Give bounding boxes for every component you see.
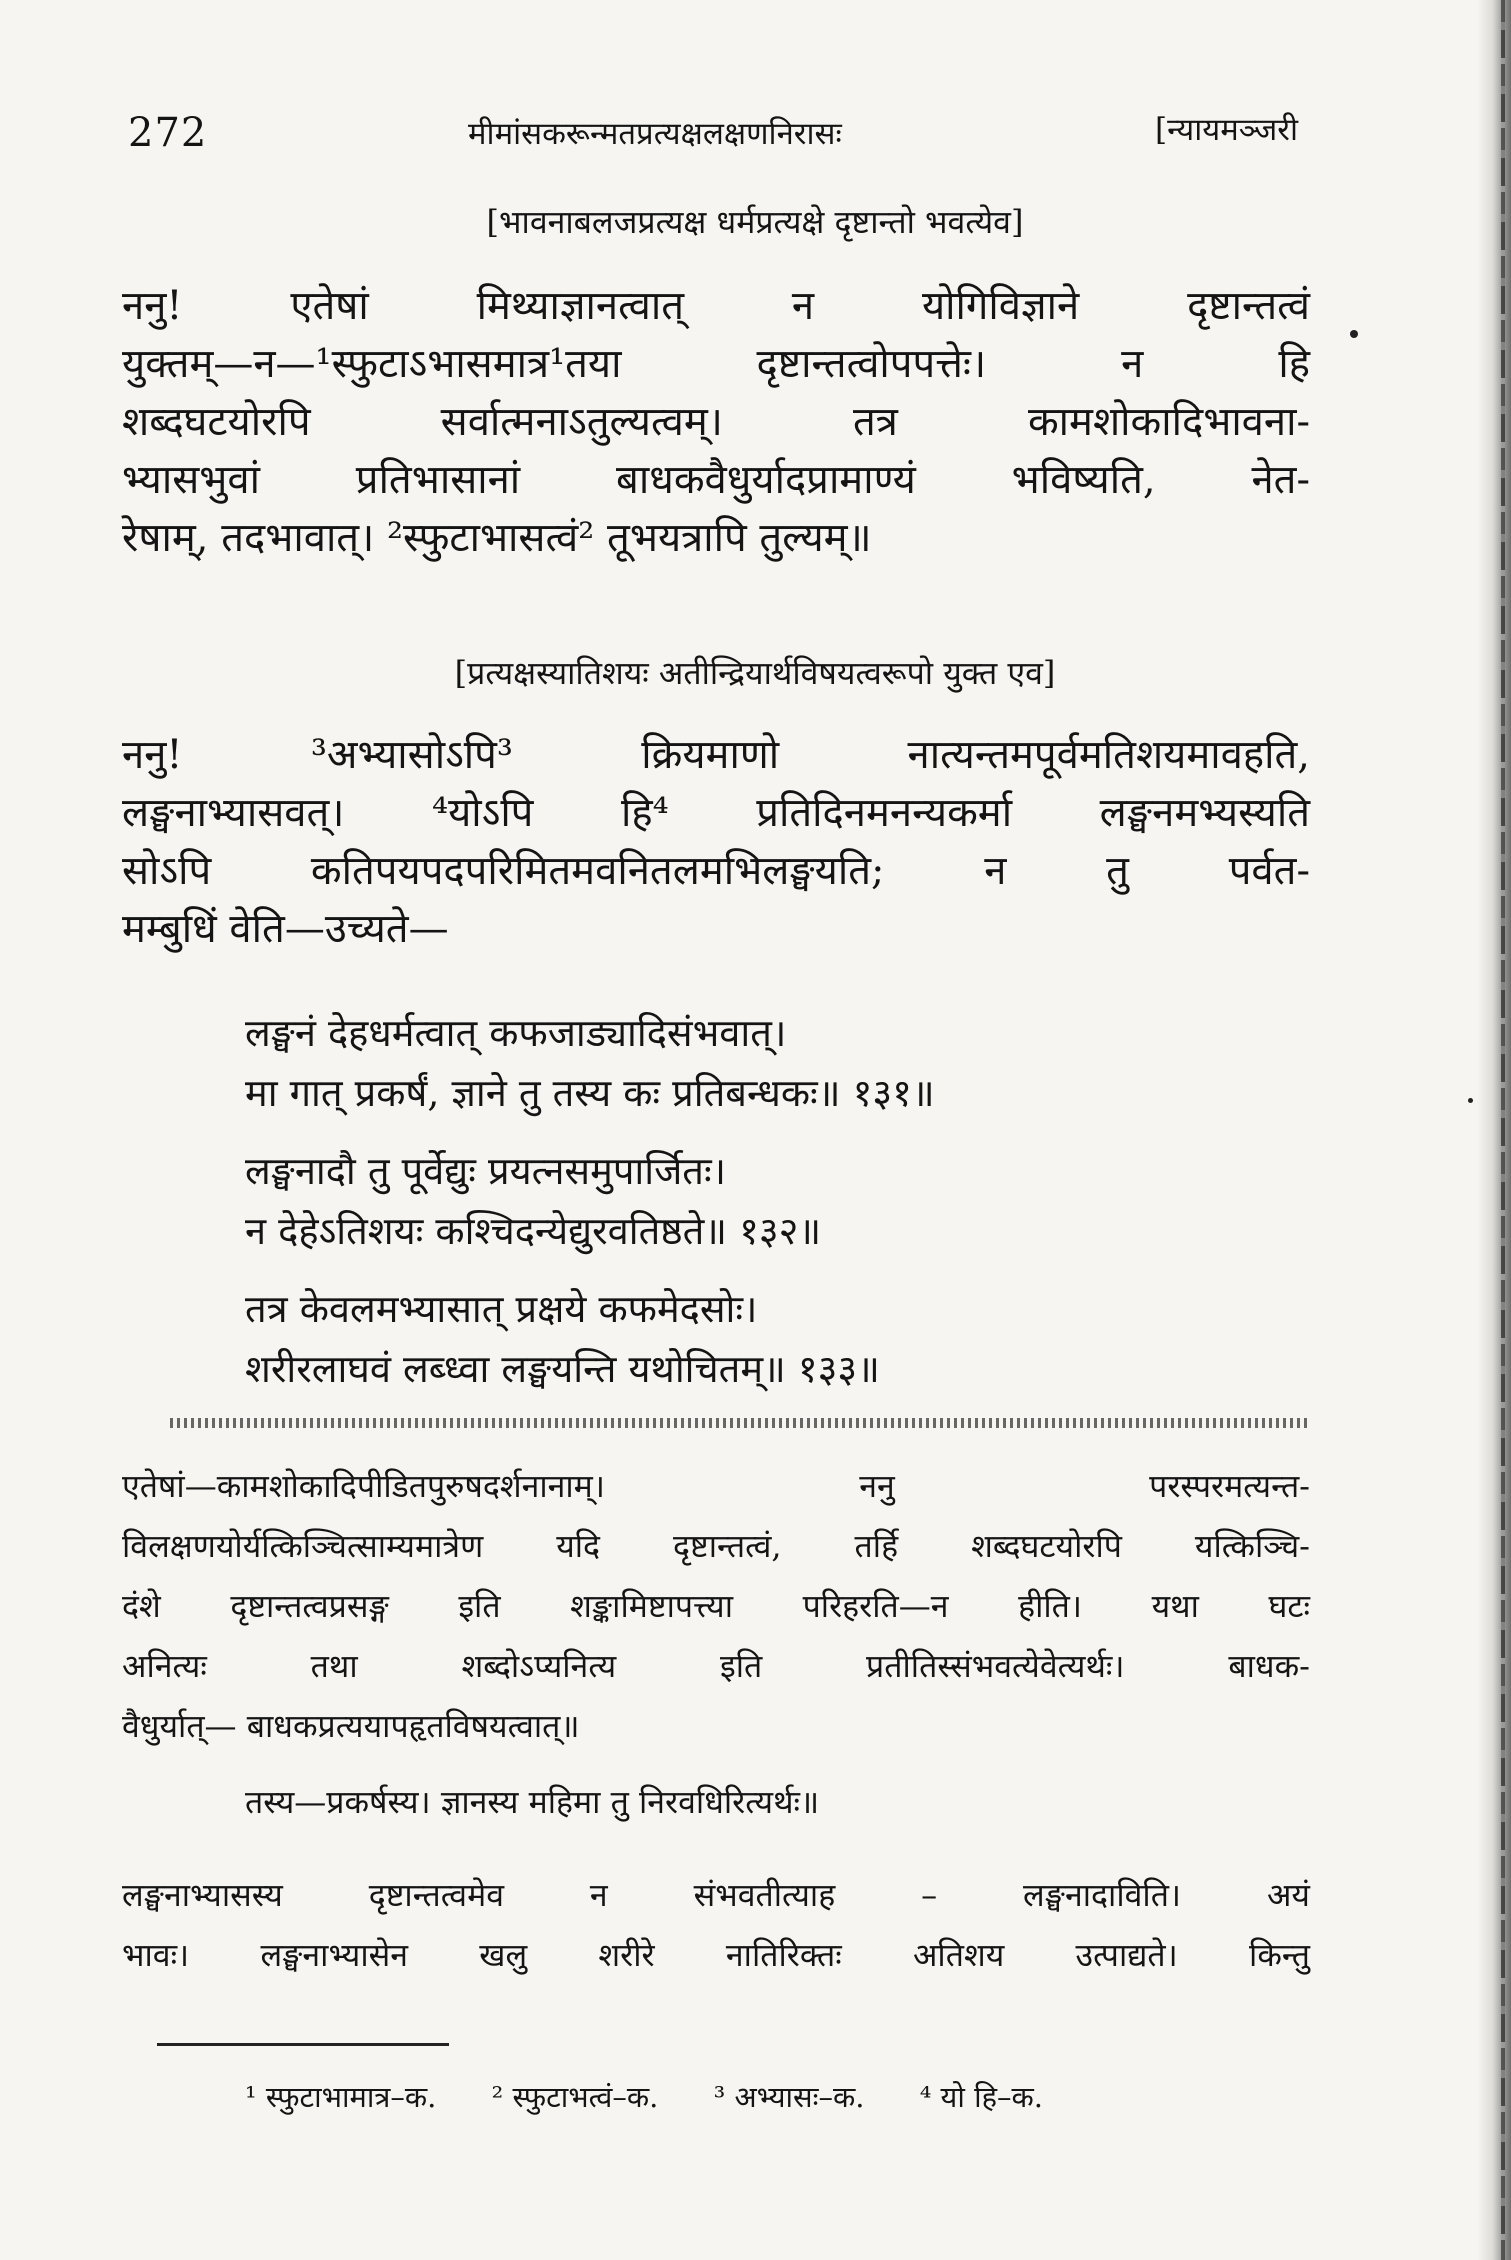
running-title: मीमांसकरून्मतप्रत्यक्षलक्षणनिरासः [468,116,842,152]
page-edge-shadow [1477,0,1511,2260]
commentary-line: तस्य—प्रकर्षस्य। ज्ञानस्य महिमा तु निरवधिरित्यर्थः॥ [245,1783,820,1821]
verse-line: तत्र केवलमभ्यासात् प्रक्षये कफमेदसोः। [245,1287,758,1331]
ink-speck [1468,1098,1473,1103]
verse-line: लङ्घनं देहधर्मत्वात् कफजाड्यादिसंभवात्। [245,1011,787,1055]
commentary-line: एतेषां—कामशोकादिपीडितपुरुषदर्शनानाम्। ननु परस्परमत्यन्त- [122,1467,1310,1505]
commentary-paragraph [122,1456,1310,1756]
section-heading: [भावनाबलजप्रत्यक्ष धर्मप्रत्यक्षे दृष्टान्तो भवत्येव] [486,203,1024,241]
body-paragraph [122,726,1310,958]
page-header [128,104,1298,164]
text-line: ननु! एतेषां मिथ्याज्ञानत्वात् न योगिविज्ञाने दृष्टान्तत्वं [122,283,1310,329]
verse-line: शरीरलाघवं लब्ध्वा लङ्घयन्ति यथोचितम्॥ १३३॥ [245,1347,880,1391]
text-line: ननु! ³अभ्यासोऽपि³ क्रियमाणो नात्यन्तमपूर्वमतिशयमावहति, [122,732,1310,778]
text-line: मम्बुधिं वेति—उच्यते— [122,906,449,952]
text-line: रेषाम्, तदभावात्। ²स्फुटाभासत्वं² तूभयत्रापि तुल्यम्॥ [122,515,872,561]
verse-line: लङ्घनादौ तु पूर्वेद्युः प्रयत्नसमुपार्जितः। [245,1149,727,1193]
commentary-line: वैधुर्यात्— बाधकप्रत्ययापहृतविषयत्वात्॥ [122,1707,580,1745]
text-line: भ्यासभुवां प्रतिभासानां बाधकवैधुर्यादप्रामाण्यं भविष्यति, नेत- [122,457,1310,503]
verse-line: न देहेऽतिशयः कश्चिदन्येद्युरवतिष्ठते॥ १३२॥ [245,1209,822,1253]
section-heading: [प्रत्यक्षस्यातिशयः अतीन्द्रियार्थविषयत्वरूपो युक्त एव] [454,654,1056,692]
footnotes [245,2077,1305,2116]
footnote: ³ अभ्यासः–क. [713,2080,865,2114]
body-paragraph [122,277,1310,567]
ink-speck [1350,330,1358,338]
text-line: लङ्घनाभ्यासवत्। ⁴योऽपि हि⁴ प्रतिदिनमनन्यकर्मा लङ्घनमभ्यस्यति [122,790,1310,836]
text-commentary-divider [170,1418,1310,1428]
verse-block [245,1003,1305,1399]
commentary-line: दंशे दृष्टान्तत्वप्रसङ्ग इति शङ्कामिष्टापत्त्या परिहरति—न हीति। यथा घटः [122,1587,1310,1625]
book-title: [न्यायमञ्जरी [1155,112,1298,148]
text-line: सोऽपि कतिपयपदपरिमितमवनितलमभिलङ्घयति; न तु पर्वत- [122,848,1310,894]
commentary-line: भावः। लङ्घनाभ्यासेन खलु शरीरे नातिरिक्तः अतिशय उत्पाद्यते। किन्तु [122,1936,1310,1974]
footnote: ¹ स्फुटाभामात्र–क. [245,2080,437,2114]
footnote-rule [157,2043,449,2046]
text-line: शब्दघटयोरपि सर्वात्मनाऽतुल्यत्वम्। तत्र कामशोकादिभावना- [122,399,1310,445]
commentary-paragraph [245,1772,1305,1832]
commentary-line: अनित्यः तथा शब्दोऽप्यनित्य इति प्रतीतिस्संभवत्येवेत्यर्थः। बाधक- [122,1647,1310,1685]
footnote: ⁴ यो हि–क. [919,2080,1043,2114]
footnote: ² स्फुटाभत्वं–क. [491,2080,659,2114]
page-number: 272 [128,110,208,156]
commentary-paragraph [122,1865,1310,1985]
commentary-line: विलक्षणयोर्यत्किञ्चित्साम्यमात्रेण यदि दृष्टान्तत्वं, तर्हि शब्दघटयोरपि यत्किञ्चि- [122,1527,1310,1565]
verse-line: मा गात् प्रकर्षं, ज्ञाने तु तस्य कः प्रतिबन्धकः॥ १३१॥ [245,1071,935,1115]
text-line: युक्तम्—न—¹स्फुटाऽभासमात्र¹तया दृष्टान्तत्वोपपत्तेः। न हि [122,341,1310,387]
commentary-line: लङ्घनाभ्यासस्य दृष्टान्तत्वमेव न संभवतीत्याह – लङ्घनादाविति। अयं [122,1876,1310,1914]
